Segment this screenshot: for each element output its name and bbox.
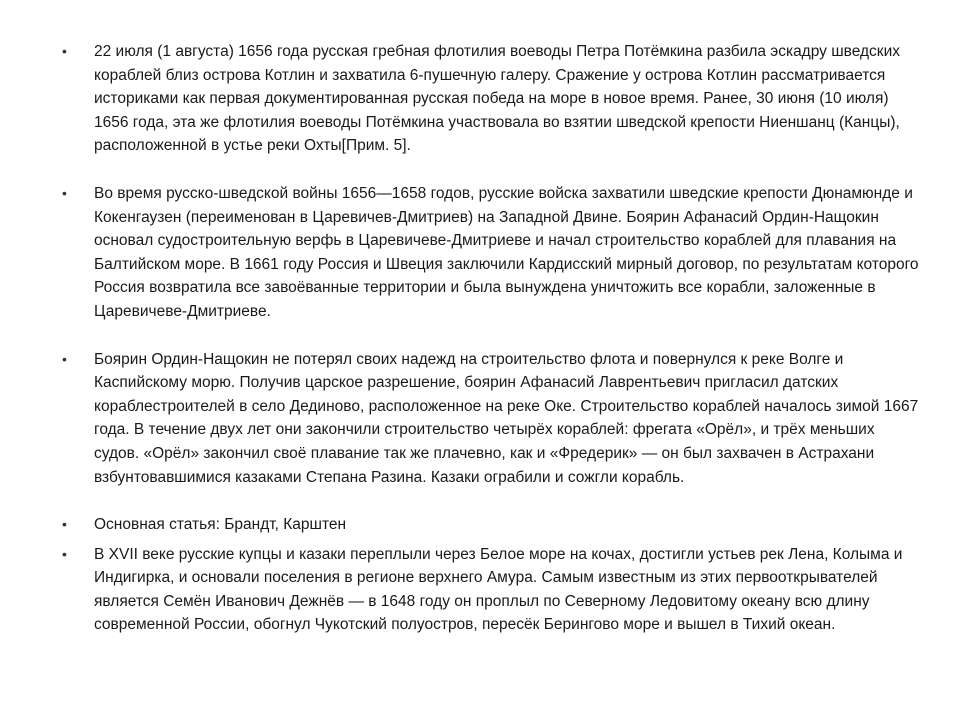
bullet-dot-icon: •	[62, 43, 67, 59]
bullet-item-russo-swedish-war	[62, 182, 922, 324]
paragraph-text: Боярин Ордин-Нащокин не потерял своих надежд на строительство флота и повернулся к реке Волге и Каспийскому морю. Получив царское разрешение, боярин Афанасий Лаврентьевич пригласил датских кораблестроителей в село Дединово, расположенное на реке Оке. Строительство кораблей началось зимой 1667 года. В течение двух лет они закончили строительство четырёх кораблей: фрегата «Орёл», и трёх меньших судов. «Орёл» закончил своё плавание так же плачевно, как и «Фредерик» — он был захвачен в Астрахани взбунтовавшимися казаками Степана Разина. Казаки ограбили и сожгли корабль.	[94, 350, 919, 486]
bullet-dot-icon: •	[62, 184, 67, 201]
main-article-reference: Основная статья: Брандт, Карштен	[94, 516, 347, 534]
paragraph-text: В XVII веке русские купцы и казаки переплыли через Белое море на кочах, достигли устьев рек Лена, Колыма и Индигирка, и основали поселения в регионе верхнего Амура. Самым известным из этих первооткрывателей является Семён Иванович Дежнёв — в 1648 году он проплыл по Северному Ледовитому океану всю длину современной России, обогнул Чукотский полуостров, пересёк Берингово море и вышел в Тихий океан.	[94, 545, 903, 634]
bullet-dot-icon: •	[62, 545, 67, 562]
bullet-item-main-article	[62, 513, 922, 537]
bullet-item-kotlin-battle	[62, 40, 922, 158]
bullet-item-dedinovo-shipyard	[62, 348, 922, 490]
paragraph-text: 22 июля (1 августа) 1656 года русская гребная флотилия воеводы Петра Потёмкина разбила эскадру шведских кораблей близ острова Котлин и захватила 6-пушечную галеру. Сражение у острова Котлин рассматривается историками как первая документированная русская победа на море в новое время. Ранее, 30 июня (10 июля) 1656 года, эта же флотилия воеводы Потёмкина участвовала во взятии шведской крепости Ниеншанц (Канцы), расположенной в устье реки Охты[Прим. 5].	[94, 43, 900, 155]
paragraph-text: Во время русско-шведской войны 1656—1658 годов, русские войска захватили шведские крепости Дюнамюнде и Кокенгаузен (переименован в Царевичев-Дмитриев) на Западной Двине. Боярин Афанасий Ордин-Нащокин основал судостроительную верфь в Царевичеве-Дмитриеве и начал строительство кораблей для плавания на Балтийском море. В 1661 году Россия и Швеция заключили Кардисский мирный договор, по результатам которого Россия возвратила все завоёванные территории и была вынуждена уничтожить все корабли, заложенные в Царевичеве-Дмитриеве.	[94, 184, 919, 320]
bullet-dot-icon: •	[62, 516, 67, 533]
bullet-item-dezhnev-voyage	[62, 543, 922, 637]
bullet-list	[62, 40, 922, 637]
bullet-dot-icon: •	[62, 350, 67, 367]
